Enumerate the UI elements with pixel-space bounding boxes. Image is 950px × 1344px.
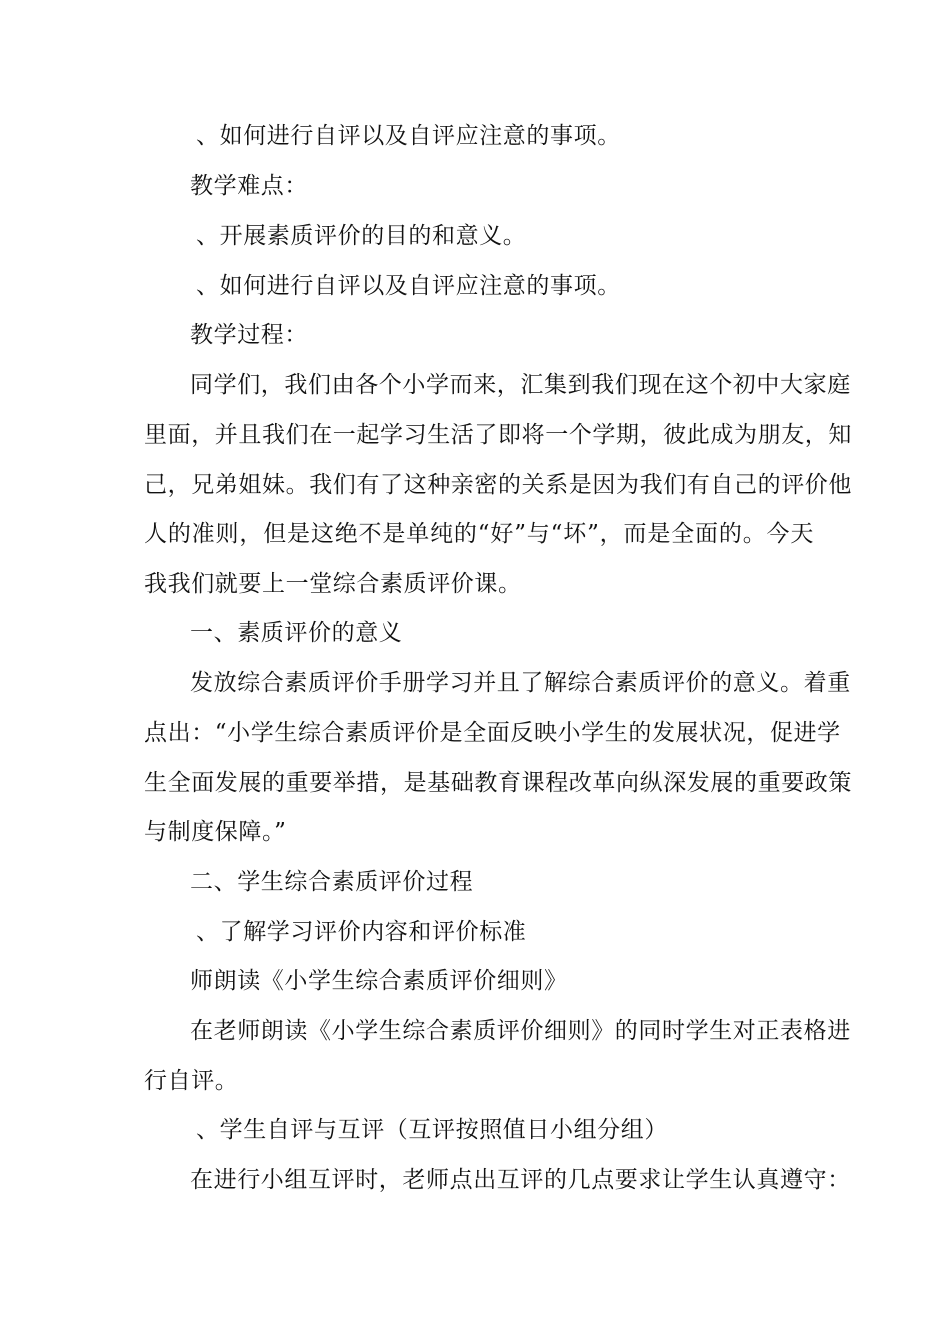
process-item: 、了解学习评价内容和评价标准 [196,919,527,945]
paragraph-line: 人的准则，但是这绝不是单纯的“好”与“坏”，而是全面的。今天 [144,521,814,547]
paragraph-line: 与制度保障。” [144,819,287,845]
section-heading-difficulties: 教学难点： [190,173,308,199]
paragraph-line: 在老师朗读《小学生综合素质评价细则》的同时学生对正表格进 [190,1018,851,1044]
paragraph-line: 发放综合素质评价手册学习并且了解综合素质评价的意义。着重 [190,670,851,696]
section-heading-one: 一、素质评价的意义 [190,620,403,646]
section-heading-two: 二、学生综合素质评价过程 [190,869,474,895]
section-heading-process: 教学过程： [190,322,308,348]
paragraph-line: 在进行小组互评时，老师点出互评的几点要求让学生认真遵守： [190,1167,851,1193]
difficulty-item: 、开展素质评价的目的和意义。 [196,223,527,249]
paragraph-line: 点出：“小学生综合素质评价是全面反映小学生的发展状况，促进学 [144,720,841,746]
paragraph-line: 生全面发展的重要举措，是基础教育课程改革向纵深发展的重要政策 [144,770,852,796]
difficulty-item: 、如何进行自评以及自评应注意的事项。 [196,273,621,299]
key-point-item: 、如何进行自评以及自评应注意的事项。 [196,123,621,149]
paragraph-line: 同学们，我们由各个小学而来，汇集到我们现在这个初中大家庭 [190,372,851,398]
paragraph-line: 己，兄弟姐妹。我们有了这种亲密的关系是因为我们有自己的评价他 [144,472,852,498]
paragraph-line: 里面，并且我们在一起学习生活了即将一个学期，彼此成为朋友，知 [144,422,852,448]
process-item: 、学生自评与互评（互评按照值日小组分组） [196,1117,668,1143]
paragraph-line: 行自评。 [144,1068,239,1094]
paragraph-line: 我我们就要上一堂综合素质评价课。 [144,571,522,597]
paragraph-line: 师朗读《小学生综合素质评价细则》 [190,968,568,994]
